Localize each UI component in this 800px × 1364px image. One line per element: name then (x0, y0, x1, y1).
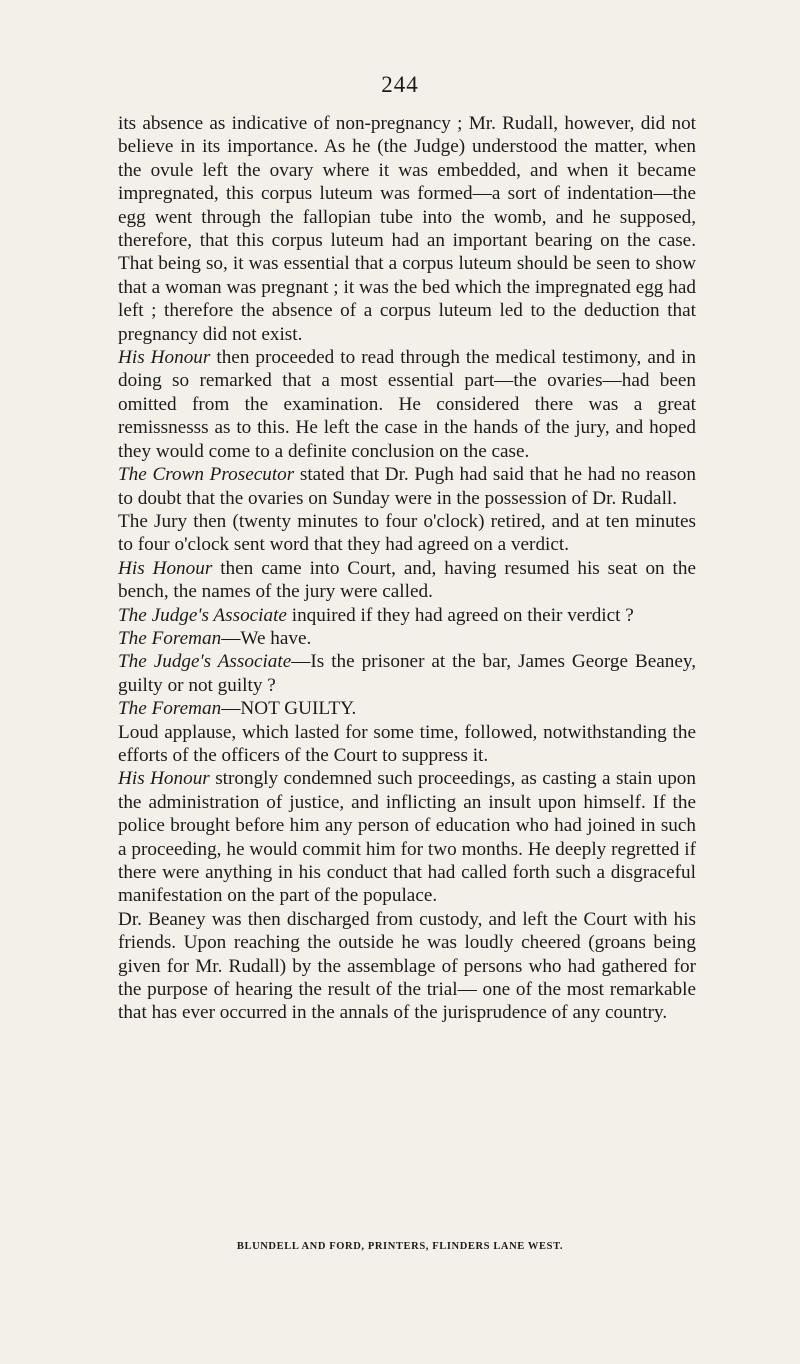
paragraph (118, 721, 696, 768)
paragraph-text: strongly condemned such proceedings, as casting a stain upon the administration of justice, and inflicting an insult upon himself. If the police brought before him any person of education who had joined in such a proceeding, he would commit him for two months. He deeply regretted if there were anything in his conduct that had called forth such a disgraceful manifestation on the part of the populace. (118, 768, 696, 907)
paragraph-text: —We have. (221, 627, 312, 649)
body-text (118, 112, 696, 1025)
paragraph-text: Dr. Beaney was then discharged from custody, and left the Court with his friends. Upon reaching the outside he was loudly cheered (groans being given for Mr. Rudall) by the assemblage of persons who had gathered for the purpose of hearing the result of the trial— one of the most remarkable that has ever occurred in the annals of the jurisprudence of any country. (118, 908, 696, 1024)
paragraph (118, 463, 696, 510)
paragraph (118, 697, 696, 720)
paragraph (118, 557, 696, 604)
paragraph (118, 510, 696, 557)
paragraph-text: then proceeded to read through the medical testimony, and in doing so remarked that a most essential part—the ovaries—had been omitted from the examination. He considered there was a great remissnesss as to this. He left the case in the hands of the jury, and hoped they would come to a definite conclusion on the case. (118, 347, 696, 462)
paragraph (118, 650, 696, 697)
speaker-name: The Foreman (118, 698, 222, 720)
paragraph-text: —Is the prisoner at the bar, James George Beaney, guilty or not guilty ? (118, 651, 696, 696)
printer-imprint: BLUNDELL AND FORD, PRINTERS, FLINDERS LANE WEST. (236, 1241, 564, 1252)
speaker-name: The Judge's Associate (118, 651, 292, 673)
speaker-name: The Judge's Associate (118, 604, 287, 626)
page-number: 244 (381, 72, 419, 97)
speaker-name: His Honour (118, 768, 210, 790)
paragraph (118, 112, 696, 346)
paragraph-text: its absence as indicative of non-pregnancy ; Mr. Rudall, however, did not believe in its importance. As he (the Judge) understood the matter, when the ovule left the ovary where it was embedded, and when it became impregnated, this corpus luteum was formed—a sort of indentation—the egg went through the fallopian tube into the womb, and he supposed, therefore, that this corpus luteum had an important bearing on the case. That being so, it was essential that a corpus luteum should be seen to show that a woman was pregnant ; it was the bed which the impregnated egg had left ; therefore the absence of a corpus luteum led to the deduction that pregnancy did not exist. (118, 113, 696, 345)
paragraph-text: Loud applause, which lasted for some time, followed, notwithstanding the efforts of the officers of the Court to suppress it. (118, 721, 696, 766)
paragraph (118, 604, 696, 627)
speaker-name: His Honour (118, 557, 213, 579)
paragraph (118, 767, 696, 907)
paragraph (118, 908, 696, 1025)
speaker-name: The Foreman (118, 627, 222, 649)
paragraph-text: The Jury then (twenty minutes to four o'clock) retired, and at ten minutes to four o'clock sent word that they had agreed on a verdict. (118, 510, 696, 556)
paragraph-text: inquired if they had agreed on their verdict ? (286, 604, 634, 626)
paragraph-text: —NOT GUILTY. (221, 698, 357, 720)
paragraph-text: stated that Dr. Pugh had said that he had no reason to doubt that the ovaries on Sunday were in the possession of Dr. Rudall. (118, 464, 696, 509)
speaker-name: The Crown Prosecutor (118, 464, 295, 486)
paragraph (118, 627, 696, 650)
paragraph (118, 346, 696, 463)
paragraph-text: then came into Court, and, having resumed his seat on the bench, the names of the jury were called. (118, 557, 697, 603)
speaker-name: His Honour (118, 347, 211, 369)
